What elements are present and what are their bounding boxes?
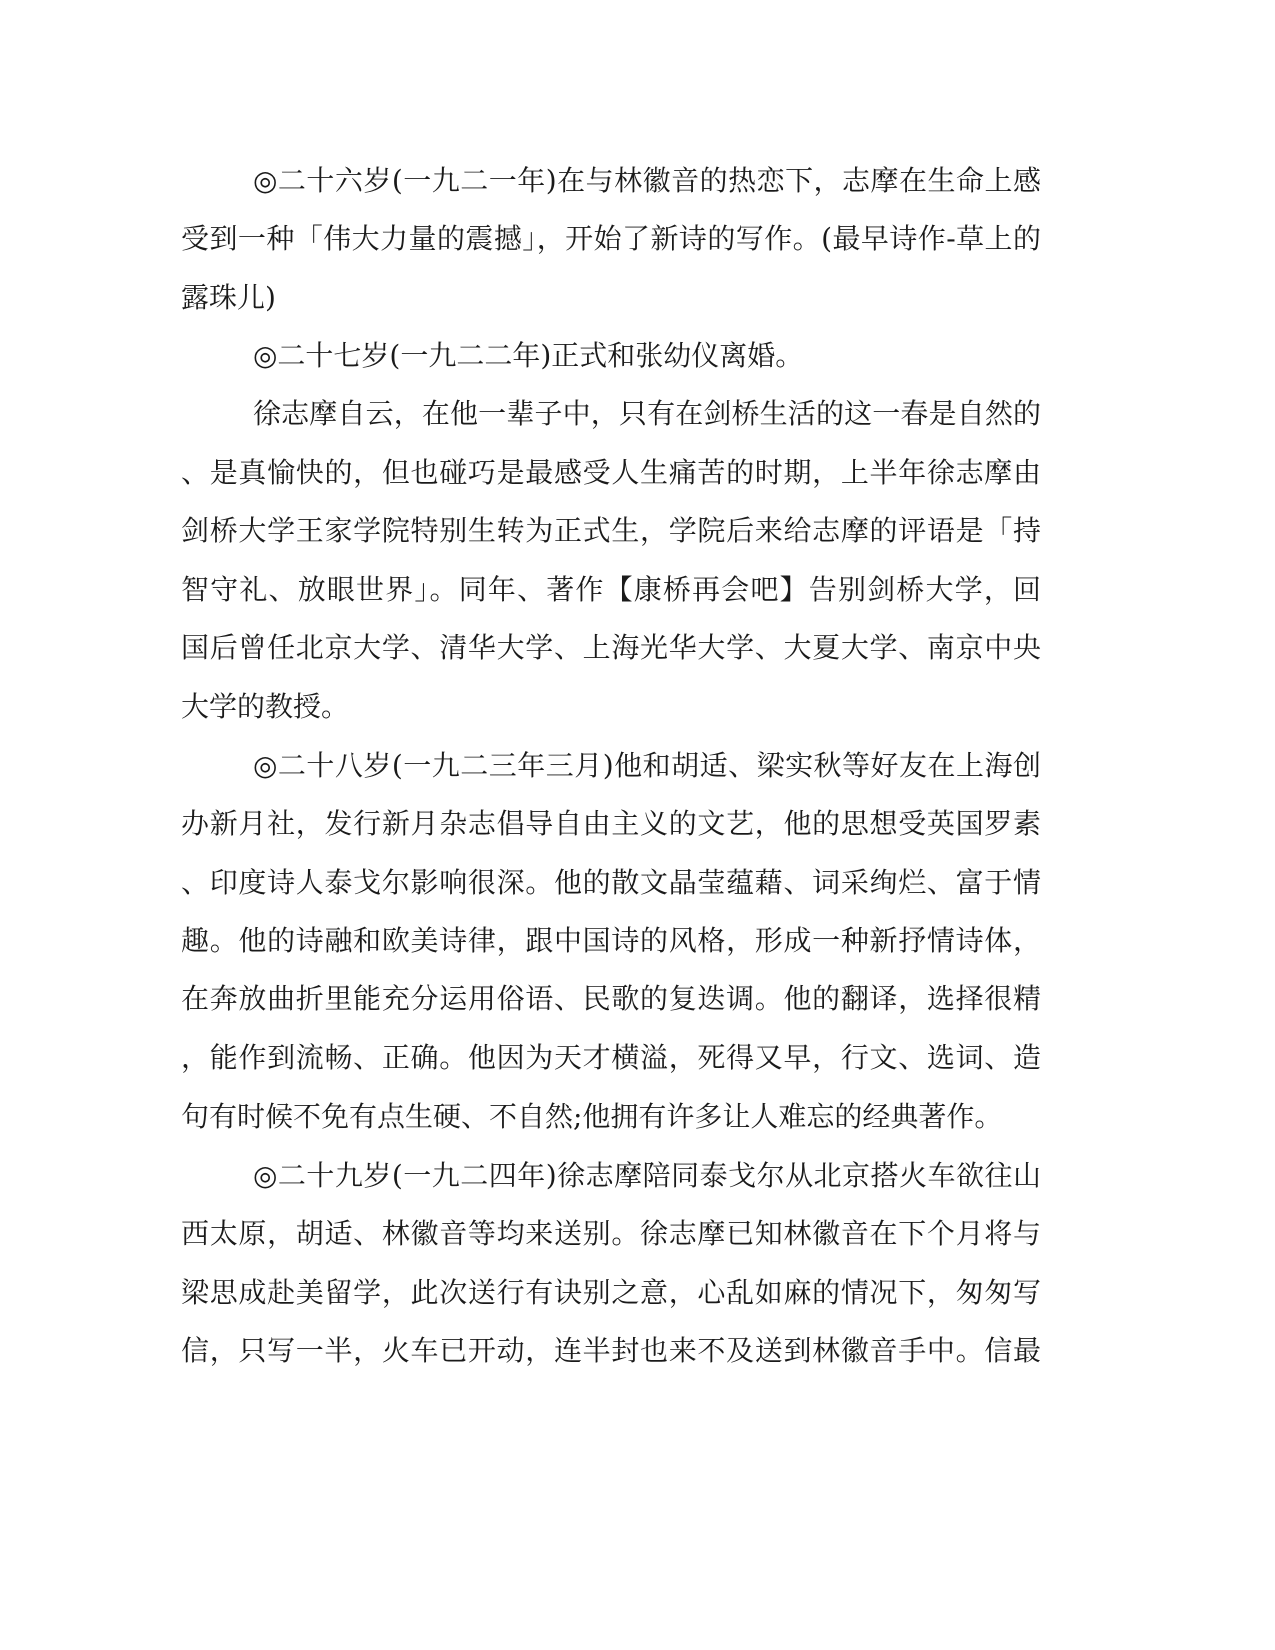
text-line: 徐志摩自云，在他一辈子中，只有在剑桥生活的这一春是自然的 [253,397,1041,430]
text-line: 、是真愉快的，但也碰巧是最感受人生痛苦的时期，上半年徐志摩由 [181,456,1041,489]
text-line: 信，只写一半，火车已开动，连半封也来不及送到林徽音手中。信最 [181,1334,1041,1367]
text-line: ，能作到流畅、正确。他因为天才横溢，死得又早，行文、选词、造 [181,1041,1041,1074]
text-line: 办新月社，发行新月杂志倡导自由主义的文艺，他的思想受英国罗素 [181,807,1041,840]
text-line: 西太原，胡适、林徽音等均来送别。徐志摩已知林徽音在下个月将与 [181,1217,1041,1250]
text-line: ◎二十八岁(一九二三年三月)他和胡适、梁实秋等好友在上海创 [253,749,1041,782]
text-line: 趣。他的诗融和欧美诗律，跟中国诗的风格，形成一种新抒情诗体， [181,924,1041,957]
text-line: 梁思成赴美留学，此次送行有诀别之意，心乱如麻的情况下，匆匆写 [181,1276,1041,1309]
text-line: ◎二十九岁(一九二四年)徐志摩陪同泰戈尔从北京搭火车欲往山 [253,1159,1041,1192]
text-line: 智守礼、放眼世界」。同年、著作【康桥再会吧】告别剑桥大学，回 [181,573,1041,606]
text-line: 句有时候不免有点生硬、不自然;他拥有许多让人难忘的经典著作。 [181,1100,1003,1133]
text-line: 、印度诗人泰戈尔影响很深。他的散文晶莹蕴藉、词采绚烂、富于情 [181,866,1041,899]
text-line: 露珠儿) [181,281,276,314]
text-line: ◎二十七岁(一九二二年)正式和张幼仪离婚。 [253,339,804,372]
text-line: 受到一种「伟大力量的震撼」，开始了新诗的写作。(最早诗作-草上的 [181,222,1041,255]
text-line: ◎二十六岁(一九二一年)在与林徽音的热恋下，志摩在生命上感 [253,164,1041,197]
text-line: 大学的教授。 [181,690,350,723]
text-line: 在奔放曲折里能充分运用俗语、民歌的复迭调。他的翻译，选择很精 [181,982,1041,1015]
text-line: 国后曾任北京大学、清华大学、上海光华大学、大夏大学、南京中央 [181,631,1041,664]
text-line: 剑桥大学王家学院特别生转为正式生，学院后来给志摩的评语是「持 [181,514,1041,547]
